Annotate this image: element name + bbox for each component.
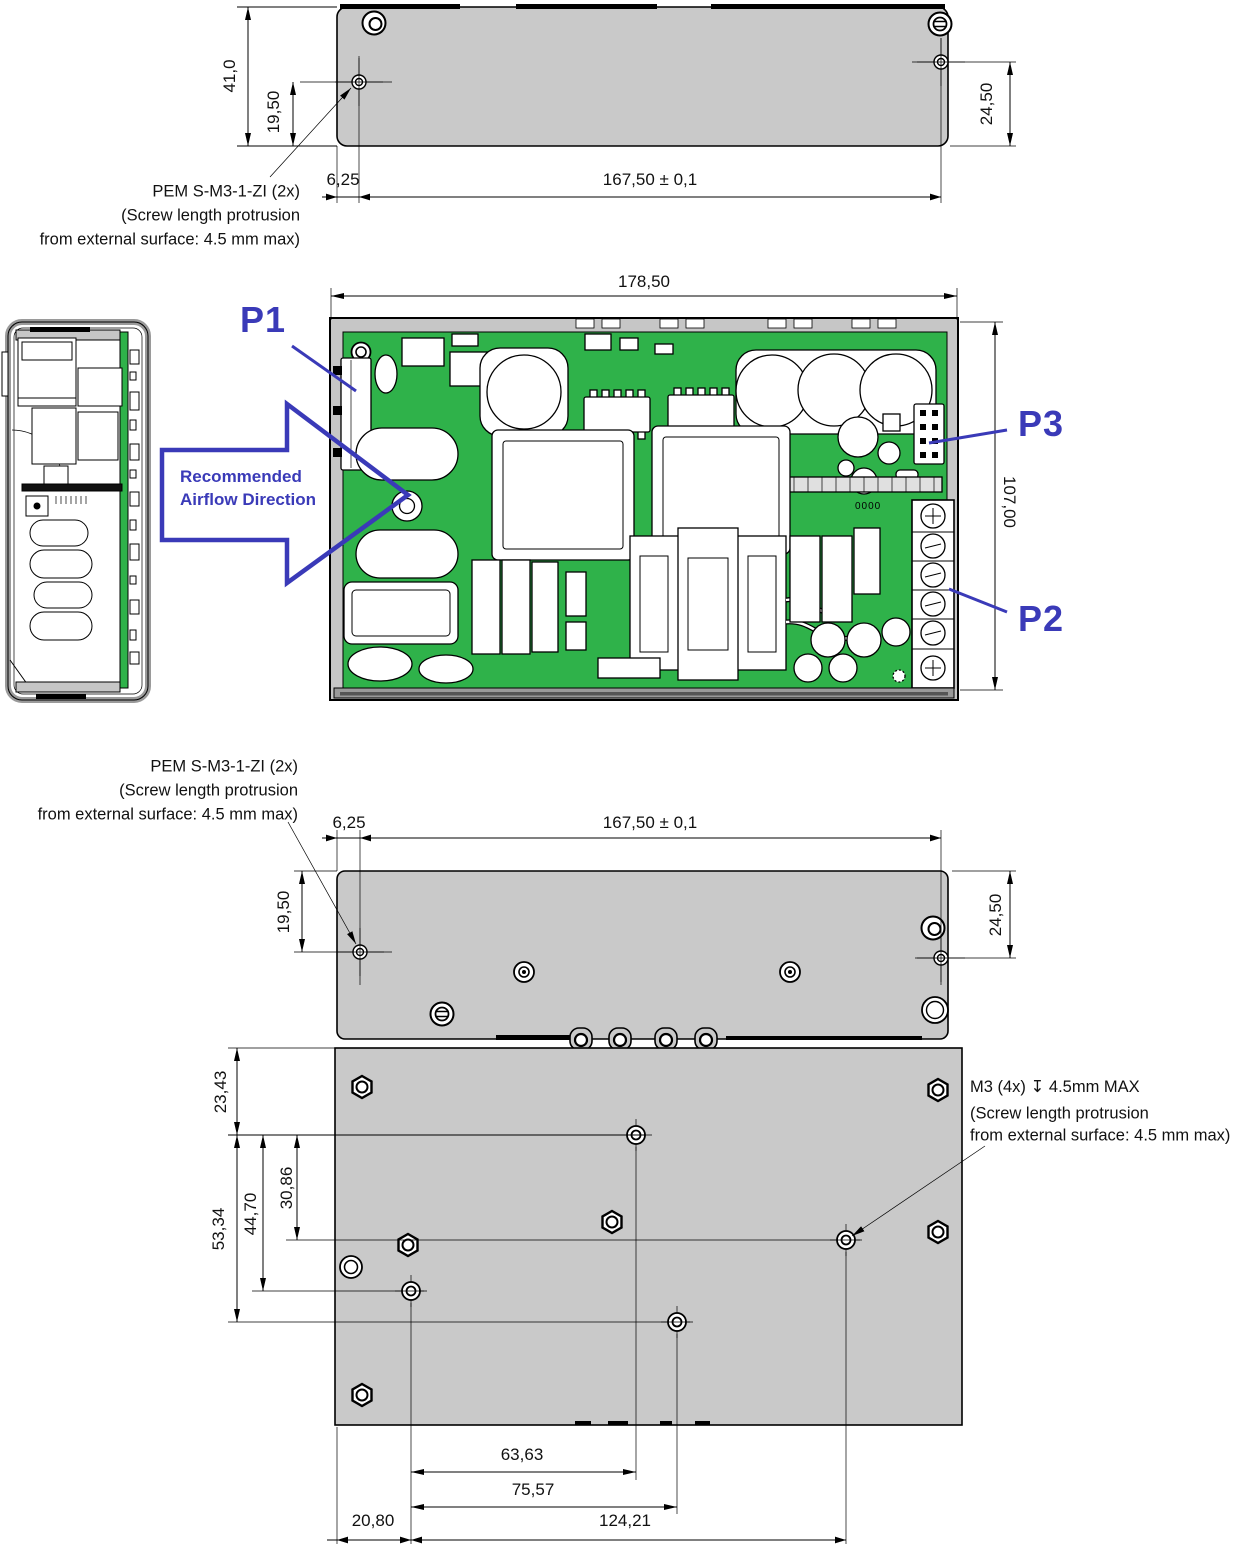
- p3-connector: [914, 404, 944, 464]
- dim-bottom-col-c: 124,21: [599, 1511, 651, 1530]
- label-p1: P1: [239, 299, 287, 340]
- dim-rear-pem-span: 167,50 ± 0,1: [602, 813, 698, 832]
- rear-panel-view: [336, 871, 965, 1050]
- pem-note-rear-line2: (Screw length protrusion: [119, 781, 298, 800]
- main-transformer: [630, 528, 786, 680]
- standoff-nut: [353, 1384, 372, 1406]
- dim-bottom-row-inner: 30,86: [277, 1166, 296, 1210]
- silkscreen-marking: 0000: [855, 501, 882, 512]
- inductor: [356, 530, 458, 578]
- dim-main-height: 107,00: [1000, 476, 1019, 528]
- m3-note-line2: (Screw length protrusion: [970, 1104, 1149, 1123]
- m3-note-line1: M3 (4x) ↧ 4.5mm MAX: [970, 1078, 1140, 1096]
- airflow-note-line2: Airflow Direction: [180, 490, 317, 509]
- standoff-nut: [929, 1079, 948, 1101]
- dim-main-width: 178,50: [618, 272, 670, 291]
- pem-note-rear-line1: PEM S-M3-1-ZI (2x): [150, 757, 298, 776]
- dim-bottom-col-b: 75,57: [511, 1480, 555, 1499]
- bottom-panel-view: [335, 1048, 962, 1425]
- dim-bottom-left: 20,80: [351, 1511, 395, 1530]
- inductor: [356, 428, 458, 480]
- dim-rear-pem-offset: 6,25: [332, 813, 366, 832]
- dim-top-pem-offset: 6,25: [326, 170, 360, 189]
- pem-note-rear-line3: from external surface: 4.5 mm max): [37, 805, 298, 824]
- transformer: [492, 430, 634, 560]
- capacitor: [736, 355, 808, 427]
- pem-note-line3: from external surface: 4.5 mm max): [39, 230, 300, 249]
- label-p3: P3: [1017, 403, 1065, 444]
- airflow-note-line1: Recommended: [180, 467, 302, 486]
- side-view: [2, 322, 148, 700]
- standoff-nut: [603, 1211, 622, 1233]
- standoff-nut: [399, 1234, 418, 1256]
- dim-top-height: 41,0: [220, 59, 239, 93]
- dim-bottom-col-a: 63,63: [500, 1445, 544, 1464]
- m3-note-line3: from external surface: 4.5 mm max): [970, 1126, 1231, 1145]
- pem-note-line1: PEM S-M3-1-ZI (2x): [152, 182, 300, 201]
- standoff-nut: [353, 1076, 372, 1098]
- main-internal-view: [330, 318, 958, 700]
- standoff-nut: [929, 1221, 948, 1243]
- dim-top-pem-right: 24,50: [977, 82, 996, 126]
- dim-bottom-top: 23,43: [211, 1070, 230, 1114]
- dim-rear-pem-right: 24,50: [986, 893, 1005, 937]
- dim-top-pem-vert: 19,50: [264, 90, 283, 134]
- dim-rear-pem-vert: 19,50: [274, 890, 293, 934]
- capacitor: [798, 354, 870, 426]
- label-p2: P2: [1017, 598, 1065, 639]
- dim-top-pem-span: 167,50 ± 0,1: [602, 170, 698, 189]
- pem-note-line2: (Screw length protrusion: [121, 206, 300, 225]
- p2-terminal-block: [912, 500, 954, 688]
- dim-bottom-row-mid: 44,70: [241, 1192, 260, 1236]
- dim-bottom-row-outer: 53,34: [209, 1207, 228, 1251]
- capacitor: [487, 355, 561, 429]
- top-panel-view: [335, 4, 965, 146]
